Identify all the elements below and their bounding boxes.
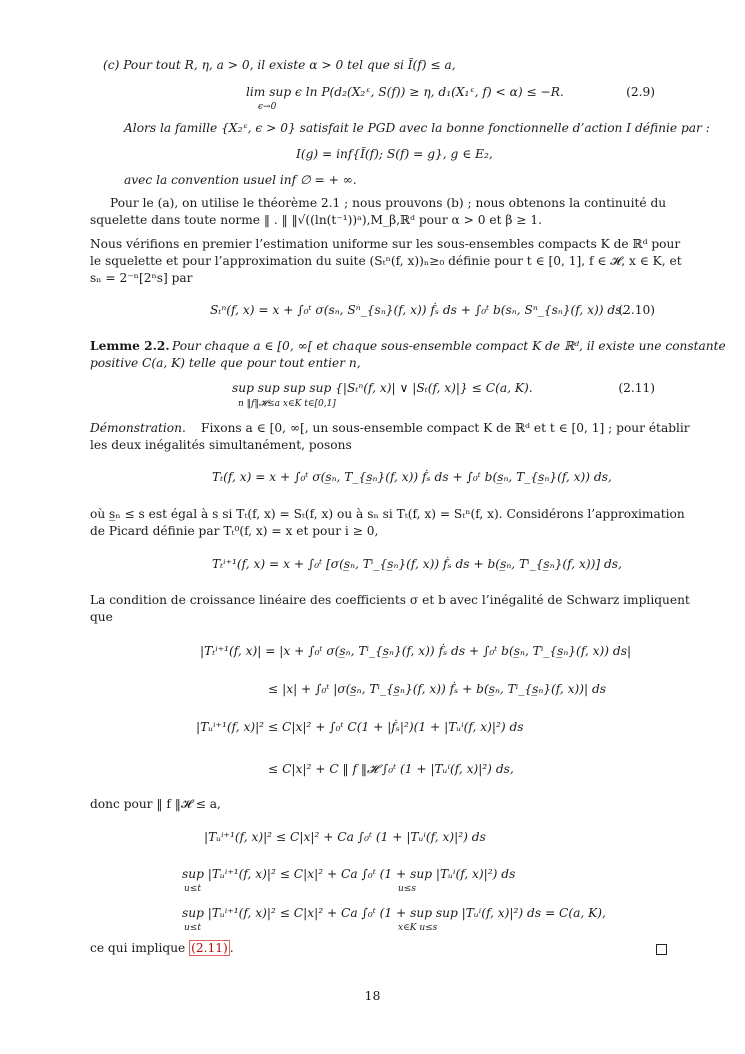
- paragraph-line: Nous vérifions en premier l’estimation uniforme sur les sous-ensembles compacts K de ℝᵈ pour: [90, 237, 681, 251]
- equation-2-9: lim sup ϵ ln P(d₂(X₂ᵋ, S(f)) ≥ η, d₁(X₁ᵋ, f) < α) ≤ −R.: [246, 85, 564, 99]
- paragraph-line: Fixons a ∈ [0, ∞[, un sous-ensemble compact K de ℝᵈ et t ∈ [0, 1] ; pour établir: [201, 421, 690, 435]
- rate-function-definition: I(g) = inf{Ĩ(f); S(f) = g}, g ∈ E₂,: [296, 147, 493, 161]
- inequality-subscript: u≤s: [398, 884, 416, 894]
- paragraph-line: squelette dans toute norme ‖ . ‖ ‖√((ln(t⁻¹))ᵃ),M_β,ℝᵈ pour α > 0 et β ≥ 1.: [90, 213, 542, 227]
- paragraph-line: donc pour ‖ f ‖𝓗 ≤ a,: [90, 797, 221, 811]
- inequality-line: |Tₜⁱ⁺¹(f, x)| = |x + ∫₀ᵗ σ(s̲ₙ, Tⁱ_{s̲ₙ}(f, x)) ḟₛ ds + ∫₀ᵗ b(s̲ₙ, Tⁱ_{s̲ₙ}(f, x)) ds|: [200, 644, 632, 658]
- paragraph-line: où s̲ₙ ≤ s est égal à s si Tₜ(f, x) = Sₜ(f, x) ou à sₙ si Tₜ(f, x) = Sₜⁿ(f, x). Considérons l’approximation: [90, 507, 685, 521]
- page-number: 18: [364, 988, 381, 1003]
- inequality-subscript: x∈K u≤s: [398, 923, 438, 933]
- equation-2-11: sup sup sup sup {|Sₜⁿ(f, x)| ∨ |Sₜ(f, x)|} ≤ C(a, K).: [232, 381, 533, 395]
- equation-number-2-10: (2.10): [618, 303, 655, 317]
- equation-2-9-subscript: ϵ→0: [258, 102, 277, 112]
- inequality-subscript: u≤t: [184, 923, 201, 933]
- lemma-statement: Pour chaque a ∈ [0, ∞[ et chaque sous-ensemble compact K de ℝᵈ, il existe une constante: [172, 339, 726, 353]
- paragraph-line: de Picard définie par Tₜ⁰(f, x) = x et pour i ≥ 0,: [90, 524, 379, 538]
- paragraph-line: les deux inégalités simultanément, posons: [90, 438, 352, 452]
- lemma-statement: positive C(a, K) telle que pour tout entier n,: [90, 356, 361, 370]
- equation-2-11-subscript: n ‖f‖𝓗≤a x∈K t∈[0,1]: [238, 399, 336, 409]
- inequality-subscript: u≤t: [184, 884, 201, 894]
- lemma-title: Lemme 2.2.: [90, 339, 170, 353]
- conclusion-line: [90, 941, 234, 956]
- inequality-line: ≤ C|x|² + C ‖ f ‖𝓗 ∫₀ᵗ (1 + |Tᵤⁱ(f, x)|²) ds,: [268, 762, 514, 776]
- paragraph-line: le squelette et pour l’approximation du suite (Sₜⁿ(f, x))ₙ≥₀ définie pour t ∈ [0, 1], f ∈ 𝓗, x ∈ K, et: [90, 254, 682, 268]
- inequality-line: sup |Tᵤⁱ⁺¹(f, x)|² ≤ C|x|² + Ca ∫₀ᵗ (1 + sup |Tᵤⁱ(f, x)|²) ds: [182, 867, 516, 881]
- conclusion-text: ce qui implique: [90, 941, 186, 955]
- convention-sentence: avec la convention usuel inf ∅ = + ∞.: [124, 173, 357, 187]
- equation-number-2-11: (2.11): [618, 381, 655, 395]
- paragraph-line: que: [90, 610, 113, 624]
- equation-T: Tₜ(f, x) = x + ∫₀ᵗ σ(s̲ₙ, T_{s̲ₙ}(f, x)) ḟₛ ds + ∫₀ᵗ b(s̲ₙ, T_{s̲ₙ}(f, x)) ds,: [212, 470, 612, 484]
- condition-c: (c) Pour tout R, η, a > 0, il existe α > 0 tel que si Ĩ(f) ≤ a,: [103, 58, 456, 72]
- inequality-line: |Tᵤⁱ⁺¹(f, x)|² ≤ C|x|² + Ca ∫₀ᵗ (1 + |Tᵤⁱ(f, x)|²) ds: [204, 830, 486, 844]
- period: .: [229, 941, 234, 955]
- inequality-line: sup |Tᵤⁱ⁺¹(f, x)|² ≤ C|x|² + Ca ∫₀ᵗ (1 + sup sup |Tᵤⁱ(f, x)|²) ds = C(a, K),: [182, 906, 606, 920]
- equation-reference-link[interactable]: (2.11): [191, 941, 228, 955]
- proof-label: Démonstration.: [90, 421, 186, 435]
- paragraph-line: sₙ = 2⁻ⁿ[2ⁿs] par: [90, 271, 193, 285]
- paragraph-line: Pour le (a), on utilise le théorème 2.1 ; nous prouvons (b) ; nous obtenons la continuité du: [110, 196, 667, 210]
- paragraph-line: La condition de croissance linéaire des coefficients σ et b avec l’inégalité de Schwarz impliquent: [90, 593, 690, 607]
- inequality-line: |Tᵤⁱ⁺¹(f, x)|² ≤ C|x|² + ∫₀ᵗ C(1 + |ḟₛ|²)(1 + |Tᵤⁱ(f, x)|²) ds: [196, 720, 524, 734]
- equation-number-2-9: (2.9): [626, 85, 655, 99]
- equation-picard: Tₜⁱ⁺¹(f, x) = x + ∫₀ᵗ [σ(s̲ₙ, Tⁱ_{s̲ₙ}(f, x)) ḟₛ ds + b(s̲ₙ, Tⁱ_{s̲ₙ}(f, x))] ds,: [212, 557, 622, 571]
- inequality-line: ≤ |x| + ∫₀ᵗ |σ(s̲ₙ, Tⁱ_{s̲ₙ}(f, x)) ḟₛ + b(s̲ₙ, Tⁱ_{s̲ₙ}(f, x))| ds: [268, 682, 607, 696]
- qed-square-icon: [656, 944, 667, 955]
- equation-2-10: Sₜⁿ(f, x) = x + ∫₀ᵗ σ(sₙ, Sⁿ_{sₙ}(f, x)) ḟₛ ds + ∫₀ᵗ b(sₙ, Sⁿ_{sₙ}(f, x)) ds.: [210, 303, 626, 317]
- alors-sentence: Alors la famille {X₂ᵋ, ϵ > 0} satisfait le PGD avec la bonne fonctionnelle d’action I définie par :: [124, 121, 710, 135]
